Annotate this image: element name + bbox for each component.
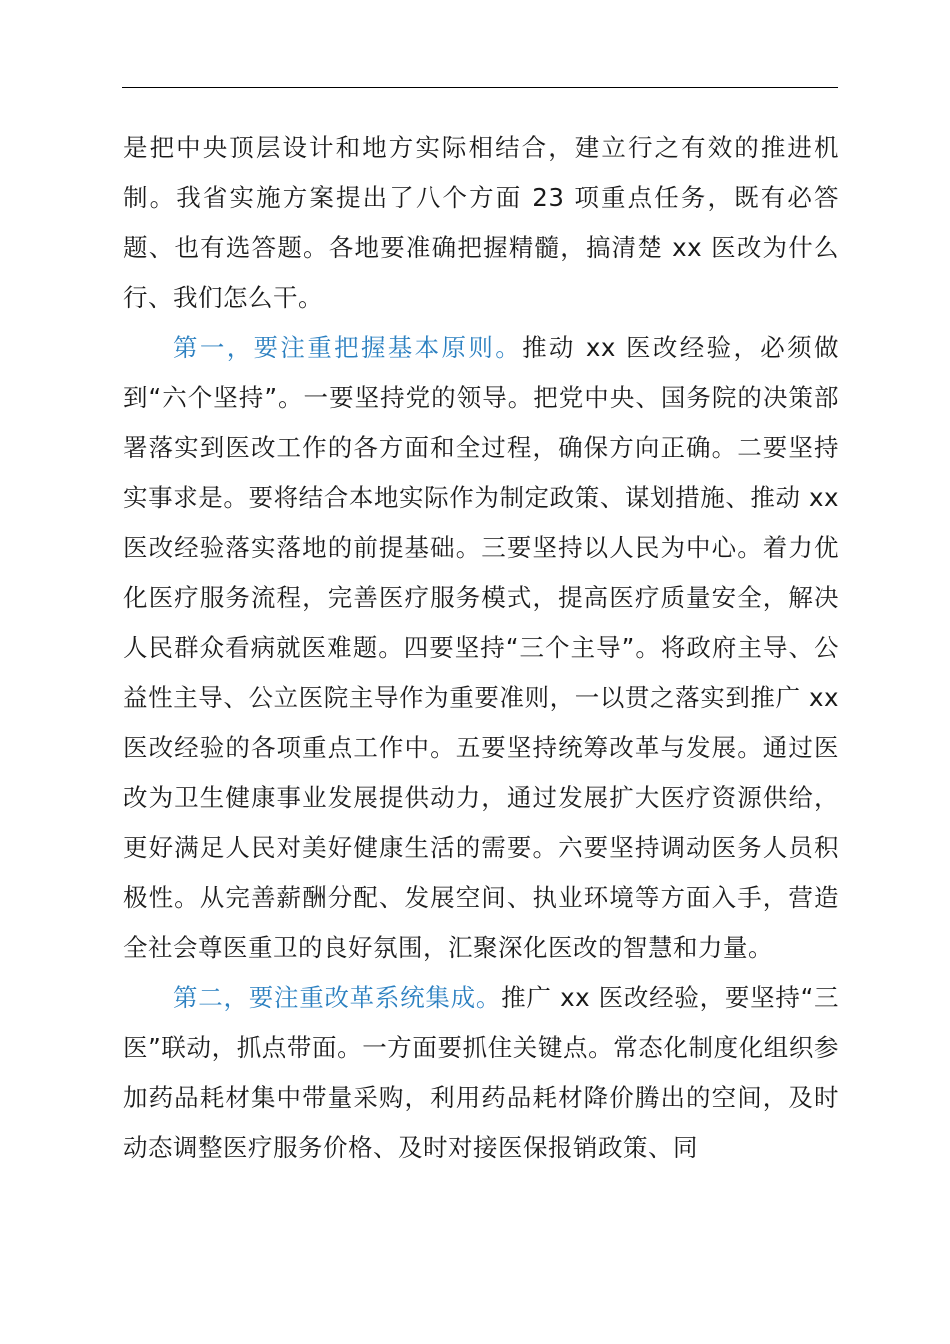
header-rule <box>122 87 838 88</box>
paragraph-principles <box>123 323 839 973</box>
paragraph-lead-heading: 第一，要注重把握基本原则。 <box>173 333 523 362</box>
paragraph-lead-heading: 第二，要注重改革系统集成。 <box>173 983 502 1012</box>
paragraph-continuation <box>123 123 839 323</box>
paragraph-text: 是把中央顶层设计和地方实际相结合，建立行之有效的推进机制。我省实施方案提出了八个方面 23 项重点任务，既有必答题、也有选答题。各地要准确把握精髓，搞清楚 xx 医改为什么行、我们怎么干。 <box>123 133 839 312</box>
paragraph-integration <box>123 973 839 1173</box>
paragraph-text: 推动 xx 医改经验，必须做到“六个坚持”。一要坚持党的领导。把党中央、国务院的决策部署落实到医改工作的各方面和全过程，确保方向正确。二要坚持实事求是。要将结合本地实际作为制定政策、谋划措施、推动 xx 医改经验落实落地的前提基础。三要坚持以人民为中心。着力优化医疗服务流程，完善医疗服务模式，提高医疗质量安全，解决人民群众看病就医难题。四要坚持“三个主导”。将政府主导、公益性主导、公立医院主导作为重要准则，一以贯之落实到推广 xx 医改经验的各项重点工作中。五要坚持统筹改革与发展。通过医改为卫生健康事业发展提供动力，通过发展扩大医疗资源供给，更好满足人民对美好健康生活的需要。六要坚持调动医务人员积极性。从完善薪酬分配、发展空间、执业环境等方面入手，营造全社会尊医重卫的良好氛围，汇聚深化医改的智慧和力量。 <box>123 333 839 962</box>
document-body <box>123 123 839 1173</box>
paragraph-text: 推广 xx 医改经验，要坚持“三医”联动，抓点带面。一方面要抓住关键点。常态化制度化组织参加药品耗材集中带量采购，利用药品耗材降价腾出的空间，及时动态调整医疗服务价格、及时对接医保报销政策、同 <box>123 983 840 1162</box>
